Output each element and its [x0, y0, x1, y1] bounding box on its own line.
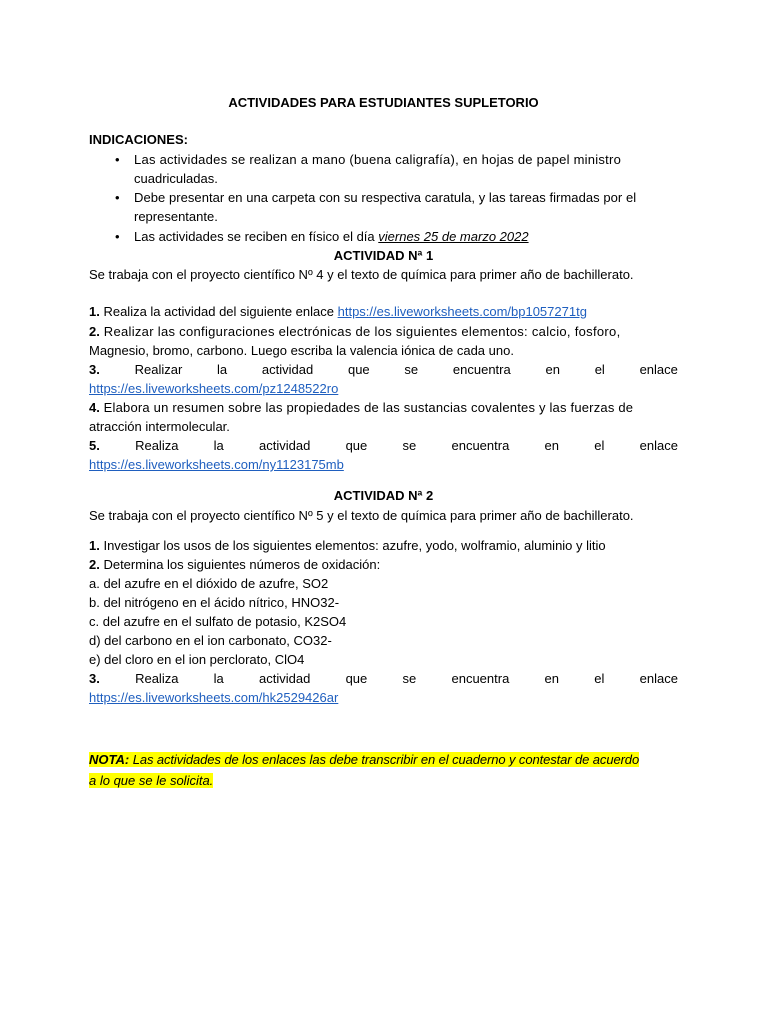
- word: enlace: [639, 362, 678, 377]
- word: encuentra: [451, 671, 510, 686]
- item-number: 3.: [89, 671, 100, 686]
- bullet-2-text: Debe presentar en una carpeta con su respectiva caratula, y las tareas firmadas por el: [134, 190, 637, 205]
- actividad2-heading: ACTIVIDAD Nª 2: [333, 488, 434, 503]
- bullet-dot-icon: •: [115, 190, 120, 205]
- word: la: [213, 438, 224, 453]
- worksheet-link-pz1248522ro[interactable]: https://es.liveworksheets.com/pz1248522ro: [89, 381, 339, 396]
- word: Realizar: [134, 362, 183, 377]
- actividad2-item-3-line1: [89, 669, 678, 688]
- word: en: [545, 362, 560, 377]
- word: se: [404, 362, 419, 377]
- word: encuentra: [452, 362, 511, 377]
- word: que: [345, 671, 368, 686]
- word: actividad: [259, 671, 311, 686]
- nota-line2: [89, 771, 678, 791]
- item-number: 1.: [89, 304, 100, 319]
- nota-label: NOTA:: [89, 752, 130, 767]
- word: Realiza: [135, 671, 179, 686]
- item-number: 3.: [89, 362, 100, 377]
- item-number: 1.: [89, 538, 100, 553]
- word: que: [345, 438, 368, 453]
- word: enlace: [639, 438, 678, 453]
- bullet-item-2-line2: representante.: [134, 209, 218, 224]
- document-title: ACTIVIDADES PARA ESTUDIANTES SUPLETORIO: [228, 95, 539, 110]
- actividad1-item-4-line1: [89, 398, 678, 417]
- word: se: [402, 438, 417, 453]
- word: actividad: [259, 438, 311, 453]
- worksheet-link-ny1123175mb[interactable]: https://es.liveworksheets.com/ny1123175mb: [89, 457, 344, 472]
- oxidation-item-c: c. del azufre en el sulfato de potasio, K2SO4: [89, 614, 347, 629]
- nota-text-2: a lo que se le solicita.: [89, 773, 214, 788]
- word: en: [544, 438, 560, 453]
- bullet-dot-icon: •: [115, 152, 120, 167]
- actividad1-intro: Se trabaja con el proyecto científico Nº 4 y el texto de química para primer año de bachillerato.: [89, 267, 634, 282]
- bullet-1-text: Las actividades se realizan a mano (buena caligrafía), en hojas de papel ministro: [134, 152, 622, 167]
- oxidation-item-b: b. del nitrógeno en el ácido nítrico, HNO32-: [89, 595, 340, 610]
- word: en: [544, 671, 560, 686]
- actividad1-item-5-line2: [89, 455, 678, 474]
- nota-highlight-1: [89, 752, 639, 767]
- word: Realiza: [135, 438, 179, 453]
- bullet-dot-icon: •: [115, 229, 120, 244]
- item-number: 4.: [89, 400, 100, 415]
- bullet-item-1-line1: [89, 150, 678, 169]
- actividad1-item-5-line1: [89, 436, 678, 455]
- item-text: Realiza la actividad del siguiente enlace: [99, 304, 338, 319]
- item-number: 2.: [89, 557, 100, 572]
- worksheet-link-bp1057271tg[interactable]: https://es.liveworksheets.com/bp1057271tg: [337, 304, 587, 319]
- item-text: Realizar las configuraciones electrónicas de los siguientes elementos: calcio, fosforo,: [99, 324, 621, 339]
- word: el: [594, 362, 605, 377]
- bullet-item-3: [89, 227, 678, 246]
- word: el: [594, 671, 605, 686]
- actividad2-item-1: [89, 536, 678, 555]
- item-number: 2.: [89, 324, 100, 339]
- word: la: [217, 362, 228, 377]
- actividad1-item-3-line1: [89, 360, 678, 379]
- item-text: Investigar los usos de los siguientes elementos: azufre, yodo, wolframio, aluminio y litio: [99, 538, 606, 553]
- word: enlace: [639, 671, 678, 686]
- oxidation-item-a: a. del azufre en el dióxido de azufre, SO2: [89, 576, 329, 591]
- word: encuentra: [451, 438, 510, 453]
- actividad1-heading: ACTIVIDAD Nª 1: [333, 248, 434, 263]
- item-number: 5.: [89, 438, 100, 453]
- word: el: [594, 438, 605, 453]
- oxidation-item-e: e) del cloro en el ion perclorato, ClO4: [89, 652, 305, 667]
- indicaciones-heading: INDICACIONES:: [89, 132, 188, 147]
- worksheet-link-hk2529426ar[interactable]: https://es.liveworksheets.com/hk2529426ar: [89, 690, 339, 705]
- actividad2-item-2: [89, 555, 678, 574]
- actividad2-intro: Se trabaja con el proyecto científico Nº 5 y el texto de química para primer año de bachillerato.: [89, 508, 634, 523]
- bullet-item-1-line2: cuadriculadas.: [134, 171, 218, 186]
- actividad1-item-3-line2: [89, 379, 678, 398]
- actividad1-item-2-line2: Magnesio, bromo, carbono. Luego escriba la valencia iónica de cada uno.: [89, 343, 514, 358]
- oxidation-item-d: d) del carbono en el ion carbonato, CO32-: [89, 633, 332, 648]
- word: se: [402, 671, 417, 686]
- actividad1-item-1: [89, 302, 678, 321]
- actividad2-item-3-line2: [89, 688, 678, 707]
- item-text: Determina los siguientes números de oxidación:: [99, 557, 381, 572]
- nota-line1: [89, 750, 678, 770]
- actividad1-item-4-line2: atracción intermolecular.: [89, 419, 230, 434]
- nota-text-1: Las actividades de los enlaces las debe transcribir en el cuaderno y contestar de acuerdo: [129, 752, 640, 767]
- actividad1-item-2-line1: [89, 322, 678, 341]
- item-text: Elabora un resumen sobre las propiedades de las sustancias covalentes y las fuerzas de: [99, 400, 634, 415]
- item-2-line1-wrap: [89, 322, 621, 341]
- word: que: [347, 362, 370, 377]
- deadline-date: viernes 25 de marzo 2022: [378, 229, 529, 244]
- bullet-3-text: Las actividades se reciben en físico el día: [134, 229, 379, 244]
- bullet-item-2-line1: [89, 188, 678, 207]
- word: actividad: [261, 362, 314, 377]
- word: la: [213, 671, 224, 686]
